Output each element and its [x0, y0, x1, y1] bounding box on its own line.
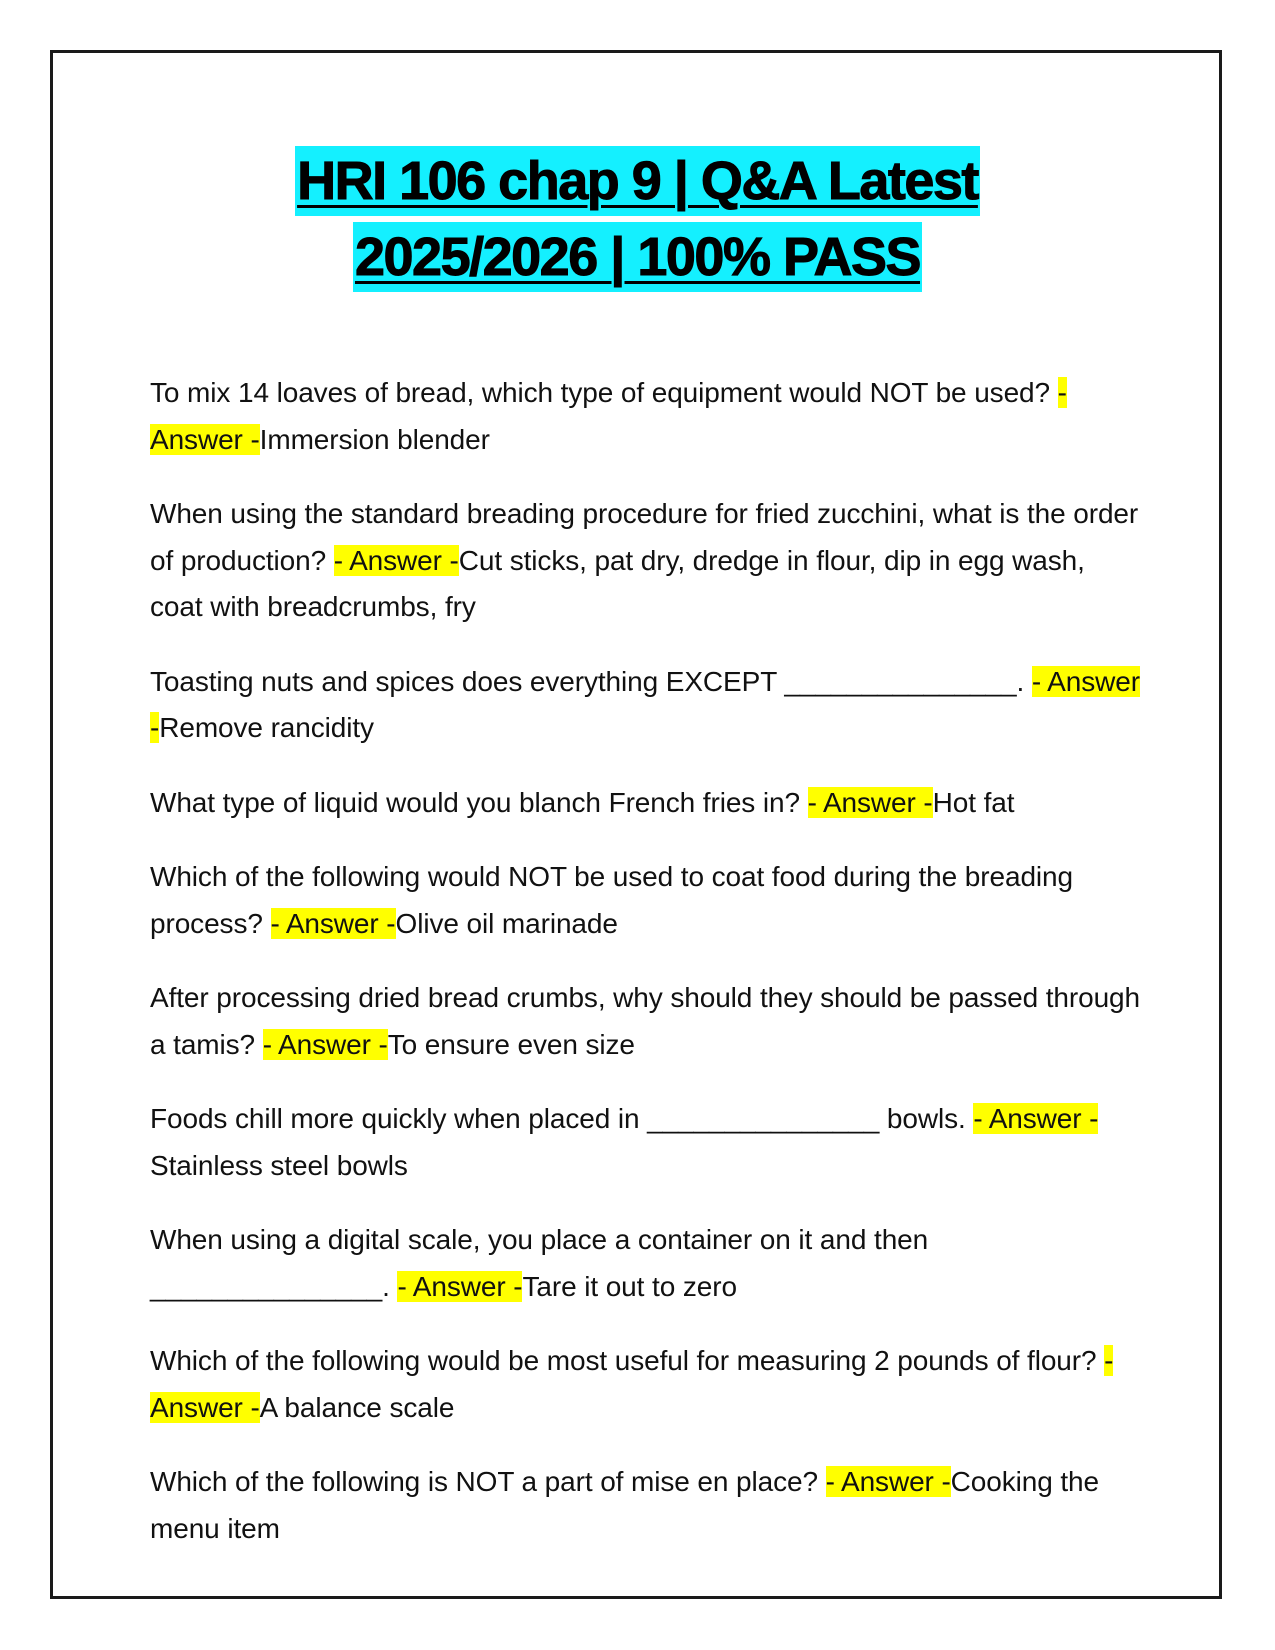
- document-title: [0, 146, 1275, 298]
- qa-item: [150, 1338, 1140, 1431]
- question-text: Which of the following would NOT be used to coat food during the breading process?: [150, 861, 1073, 939]
- question-text: When using the standard breading procedure for fried zucchini, what is the order of production?: [150, 498, 1139, 576]
- question-text: Foods chill more quickly when placed in _______________ bowls.: [150, 1103, 974, 1134]
- answer-text: Stainless steel bowls: [150, 1149, 408, 1181]
- answer-marker: - Answer -: [262, 1028, 388, 1060]
- answer-text: A balance scale: [259, 1391, 455, 1423]
- answer-text: To ensure even size: [387, 1028, 635, 1060]
- answer-text: Cooking the menu item: [150, 1466, 1100, 1544]
- question-text: To mix 14 loaves of bread, which type of equipment would NOT be used?: [150, 377, 1058, 408]
- qa-item: [150, 370, 1140, 463]
- answer-marker: - Answer -: [270, 907, 396, 939]
- qa-item: [150, 1096, 1140, 1189]
- answer-text: Hot fat: [932, 786, 1015, 818]
- answer-marker: - Answer -: [825, 1466, 951, 1497]
- answer-marker: - Answer -: [973, 1103, 1099, 1134]
- qa-list: [150, 370, 1140, 1572]
- answer-text: Olive oil marinade: [395, 907, 618, 939]
- qa-item: [150, 1217, 1140, 1310]
- question-text: After processing dried bread crumbs, why should they should be passed through a tamis?: [150, 982, 1140, 1060]
- question-text: What type of liquid would you blanch French fries in?: [150, 786, 808, 818]
- title-line-1: HRI 106 chap 9 | Q&A Latest: [295, 146, 980, 216]
- qa-item: [150, 659, 1140, 752]
- answer-marker: - Answer -: [150, 665, 1140, 743]
- answer-marker: - Answer -: [807, 786, 933, 818]
- qa-item: [150, 491, 1140, 631]
- qa-item: [150, 1459, 1140, 1552]
- qa-item: [150, 780, 1140, 827]
- answer-text: Remove rancidity: [159, 712, 374, 743]
- answer-text: Immersion blender: [259, 423, 490, 455]
- title-line-2: 2025/2026 | 100% PASS: [353, 222, 922, 292]
- answer-text: Cut sticks, pat dry, dredge in flour, dip in egg wash, coat with breadcrumbs, fry: [150, 544, 1085, 622]
- answer-text: Tare it out to zero: [522, 1270, 737, 1302]
- answer-marker: - Answer -: [333, 544, 459, 576]
- qa-item: [150, 854, 1140, 947]
- question-text: Which of the following is NOT a part of mise en place?: [150, 1466, 826, 1497]
- answer-marker: - Answer -: [397, 1270, 523, 1302]
- qa-item: [150, 975, 1140, 1068]
- question-text: When using a digital scale, you place a container on it and then _______________.: [150, 1224, 929, 1302]
- question-text: Which of the following would be most useful for measuring 2 pounds of flour?: [150, 1345, 1105, 1376]
- answer-marker: - Answer -: [150, 377, 1067, 455]
- answer-marker: - Answer -: [150, 1345, 1114, 1423]
- question-text: Toasting nuts and spices does everything EXCEPT _______________.: [150, 665, 1032, 697]
